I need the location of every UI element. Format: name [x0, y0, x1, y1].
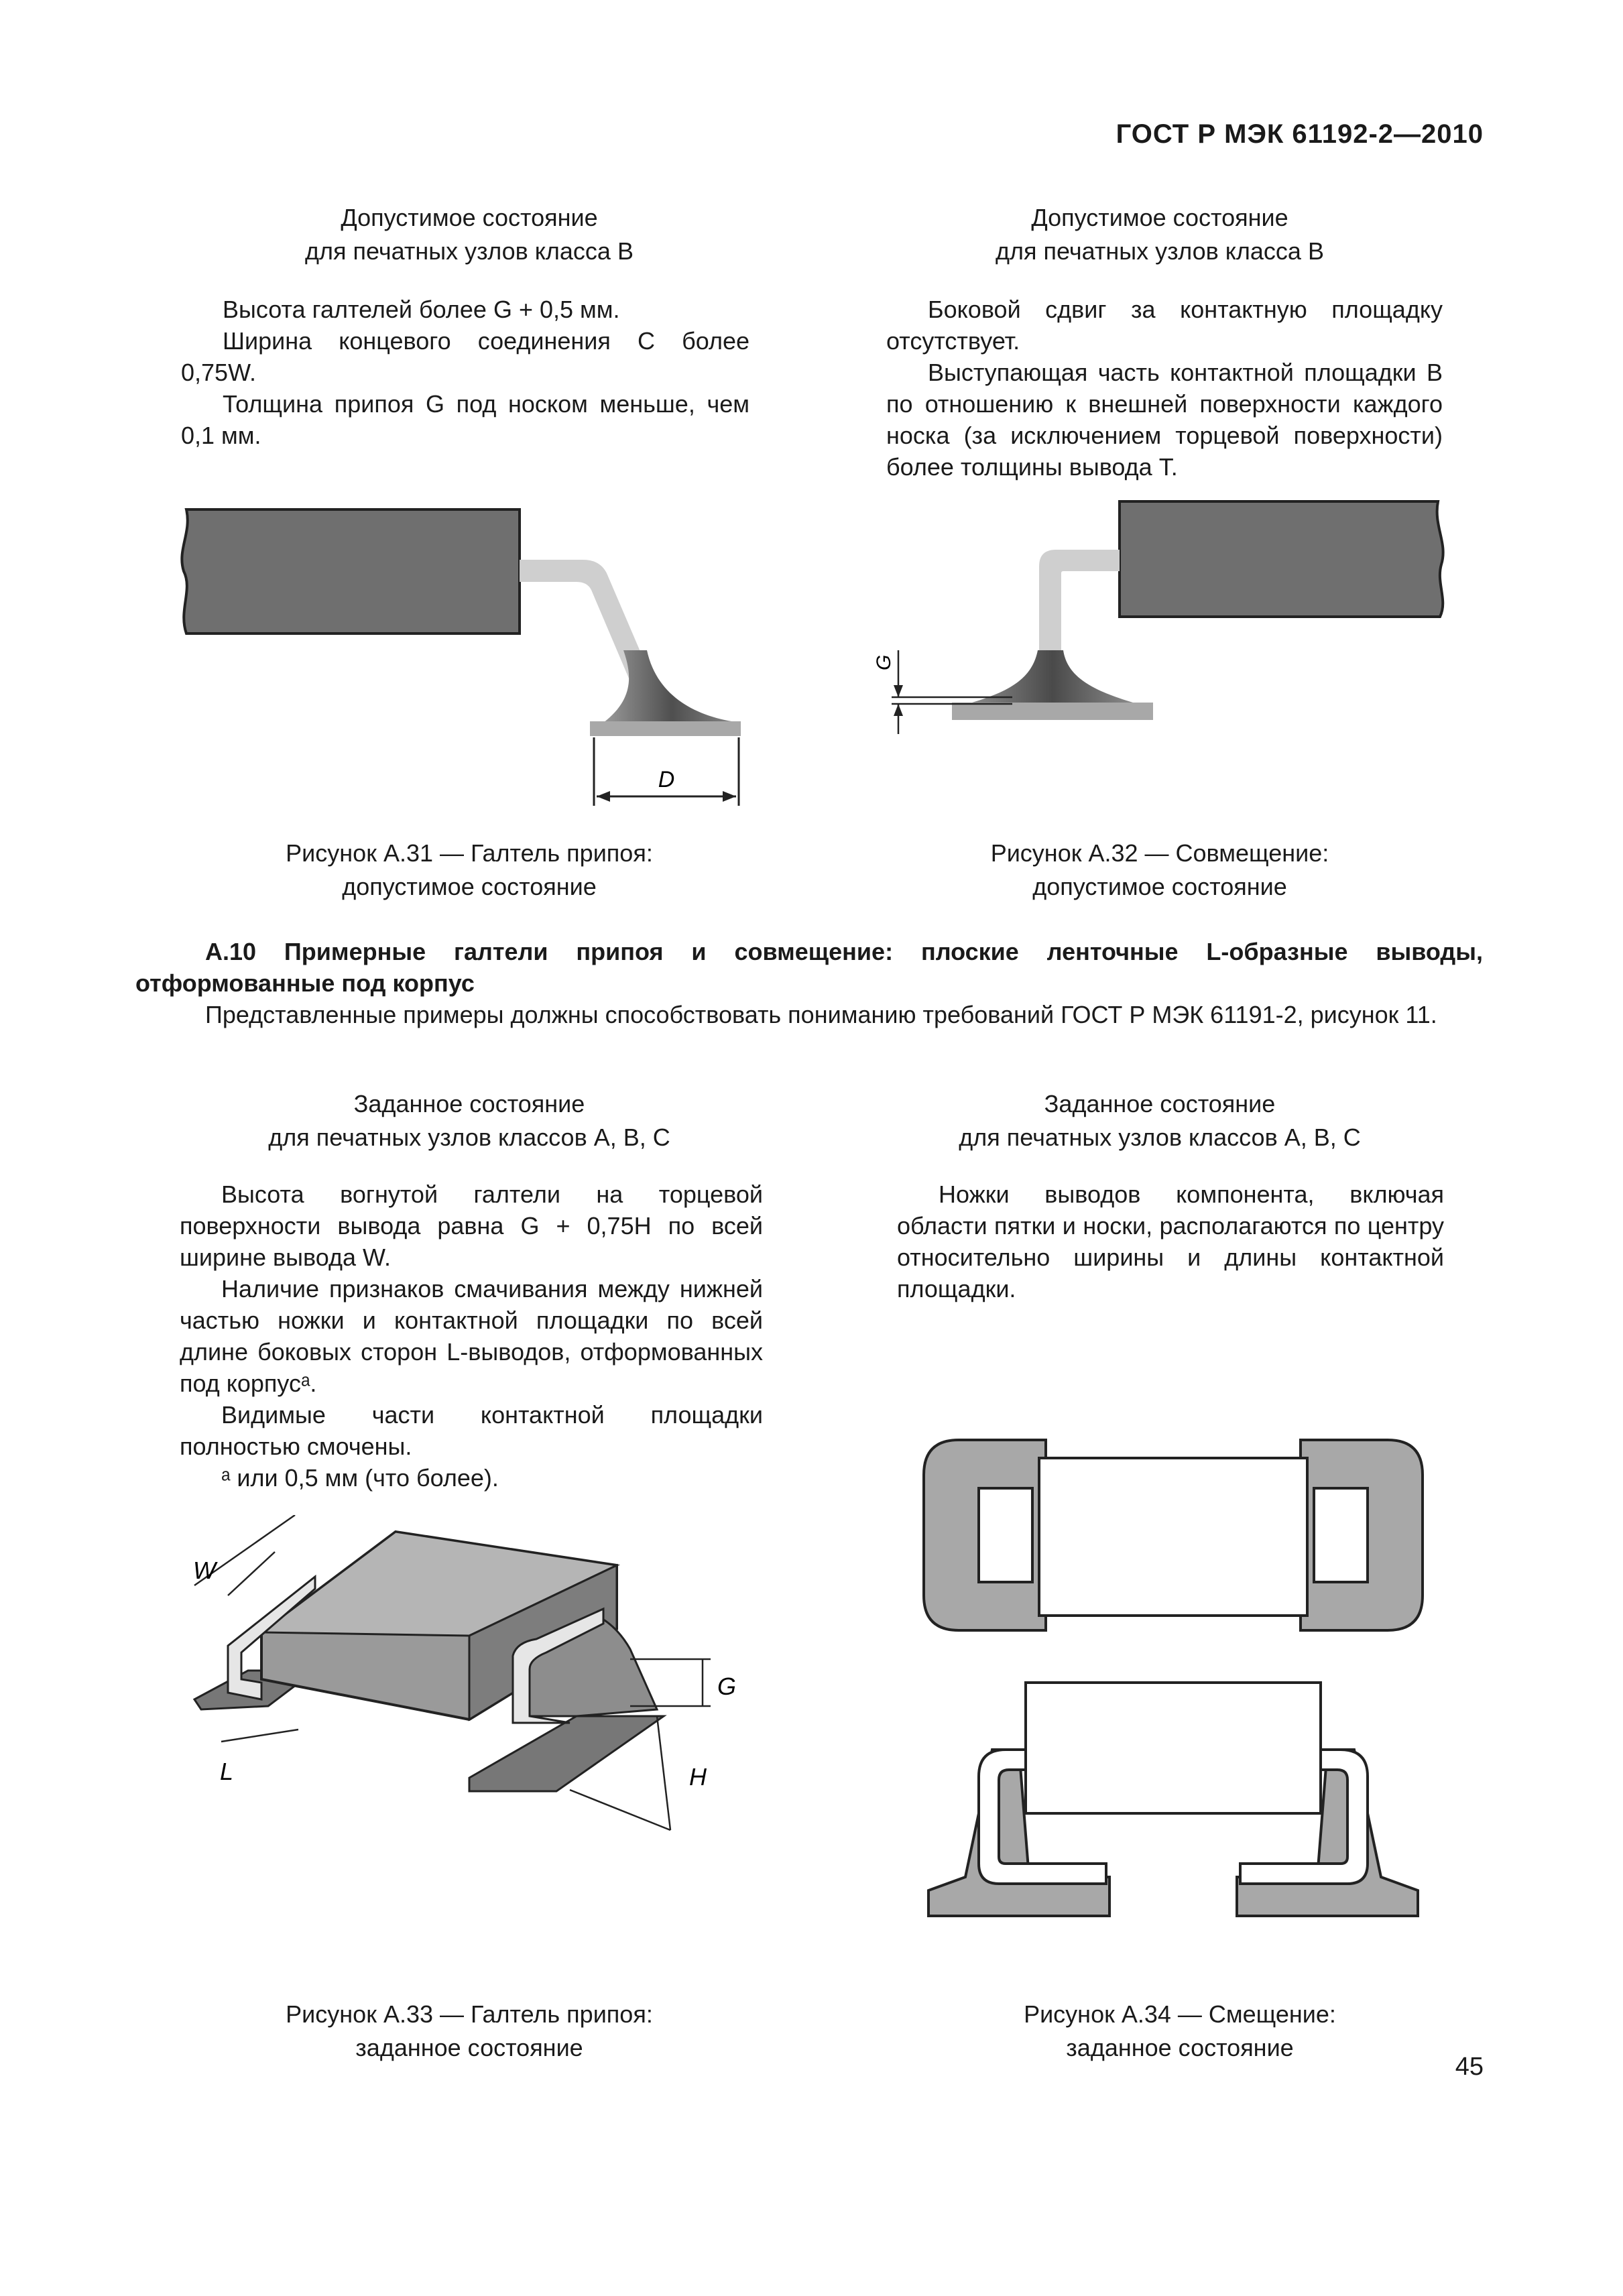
fig31-caption-line1: Рисунок А.31 — Галтель припоя: — [286, 839, 653, 867]
fig32-caption-line1: Рисунок А.32 — Совмещение: — [990, 839, 1329, 867]
fig31-caption-line2: допустимое состояние — [342, 873, 597, 900]
fig33-label-h: H — [689, 1763, 707, 1791]
fig32-dim-label: G — [873, 654, 895, 670]
fig32-title-line1: Допустимое состояние — [1031, 204, 1288, 231]
fig33-dim-h-base — [570, 1790, 670, 1830]
fig33-title-line2: для печатных узлов классов А, В, С — [268, 1124, 670, 1151]
fig33-dim-l-line — [221, 1730, 298, 1742]
fig33-caption-line2: заданное состояние — [355, 2034, 583, 2061]
fig34-title — [865, 1087, 1455, 1154]
fig34-caption-line1: Рисунок А.34 — Смещение: — [1024, 2000, 1336, 2028]
fig33-text-1: Высота вогнутой галтели на торцевой поверхности вывода равна G + 0,75H по всей ширине вывода W. — [180, 1181, 763, 1271]
section-body: Представленные примеры должны способствовать пониманию требований ГОСТ Р МЭК 61191-2, рисунок 11. — [205, 1001, 1437, 1028]
fig33-dim-w-arrowline — [228, 1552, 275, 1595]
fig34-caption-line2: заданное состояние — [1066, 2034, 1294, 2061]
fig32-caption — [865, 837, 1455, 904]
fig33-dim-h-line — [657, 1716, 670, 1830]
fig32-component-body — [1120, 501, 1443, 617]
fig33-text-2: Наличие признаков смачивания между нижней частью ножки и контактной площадки по всей длине боковых сторон L-выводов, отформованных под корпусᵃ. — [180, 1275, 763, 1397]
fig31-pad — [590, 721, 741, 736]
fig31-component-body — [182, 509, 520, 633]
fig32-arrow-up-icon — [894, 704, 903, 716]
fig32-text-2: Выступающая часть контактной площадки B по отношению к внешней поверхности каждого носка (за исключением торцевой поверхности) более толщины вывода T. — [886, 359, 1443, 481]
fig34-top-lead-right — [1314, 1488, 1368, 1582]
fig33-footnote: ᵃ или 0,5 мм (что более). — [221, 1464, 499, 1492]
fig33-label-l: L — [220, 1758, 234, 1785]
fig33-title — [174, 1087, 764, 1154]
fig33-caption-line1: Рисунок А.33 — Галтель припоя: — [286, 2000, 653, 2028]
fig32-drawing — [871, 489, 1461, 758]
fig33-drawing — [174, 1515, 778, 1864]
fig32-text-1: Боковой сдвиг за контактную площадку отсутствует. — [886, 296, 1443, 355]
fig33-caption — [174, 1998, 764, 2065]
document-code: ГОСТ Р МЭК 61192-2—2010 — [1116, 119, 1484, 149]
fig31-title-line1: Допустимое состояние — [341, 204, 598, 231]
fig34-caption — [885, 1998, 1475, 2065]
fig34-side-component — [1026, 1683, 1321, 1813]
fig31-dim-label: D — [658, 767, 675, 792]
fig32-pad — [952, 703, 1153, 720]
fig32-arrow-down-icon — [894, 685, 903, 697]
fig31-arrow-right-icon — [723, 791, 736, 802]
fig34-drawing — [918, 1435, 1441, 1971]
fig33-label-g: G — [717, 1673, 737, 1700]
fig32-title-line2: для печатных узлов класса В — [996, 237, 1324, 265]
fig34-top-lead-left — [979, 1488, 1032, 1582]
fig32-description — [886, 294, 1443, 483]
fig34-description — [897, 1179, 1444, 1305]
fig33-title-line1: Заданное состояние — [353, 1090, 585, 1117]
fig33-text-3: Видимые части контактной площадки полностью смочены. — [180, 1401, 763, 1460]
fig31-text-3: Толщина припоя G под носком меньше, чем 0,1 мм. — [181, 390, 749, 449]
fig31-description — [181, 294, 749, 451]
fig34-title-line1: Заданное состояние — [1044, 1090, 1276, 1117]
fig32-solder-fillet — [972, 650, 1133, 703]
fig31-title — [174, 201, 764, 268]
fig33-pad-right — [469, 1716, 664, 1791]
fig31-text-1: Высота галтелей более G + 0,5 мм. — [223, 296, 620, 323]
fig31-caption — [174, 837, 764, 904]
fig34-text-1: Ножки выводов компонента, включая области пятки и носки, располагаются по центру относительно ширины и длины контактной площадки. — [897, 1181, 1444, 1303]
fig31-drawing — [174, 496, 764, 818]
section-heading: А.10 Примерные галтели припоя и совмещение: плоские ленточные L-образные выводы, отформованные под корпус — [135, 938, 1483, 997]
fig33-label-w: W — [193, 1557, 216, 1584]
fig34-top-component — [1039, 1458, 1307, 1616]
fig31-text-2: Ширина концевого соединения C более 0,75W. — [181, 327, 749, 386]
section-a10 — [135, 936, 1483, 1030]
fig31-title-line2: для печатных узлов класса В — [305, 237, 634, 265]
page-number: 45 — [1455, 2053, 1484, 2081]
fig32-title — [865, 201, 1455, 268]
fig31-arrow-left-icon — [597, 791, 610, 802]
fig34-title-line2: для печатных узлов классов А, В, С — [959, 1124, 1361, 1151]
fig33-description — [180, 1179, 763, 1494]
fig32-caption-line2: допустимое состояние — [1032, 873, 1287, 900]
